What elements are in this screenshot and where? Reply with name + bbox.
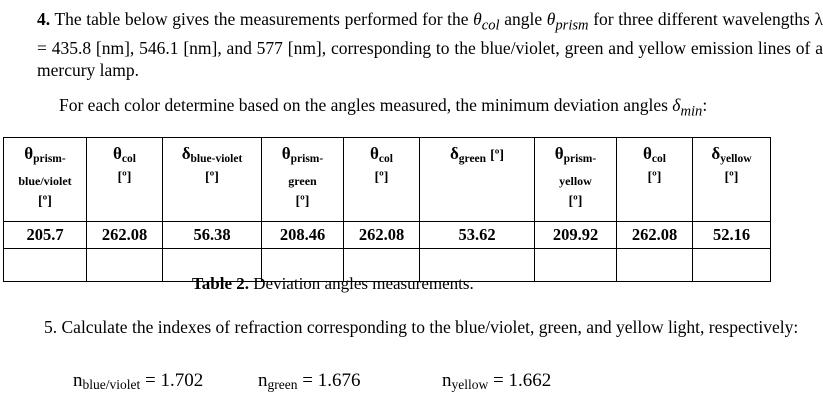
header-cell: $\theta_{prism-}$ yellow [º] bbox=[535, 138, 617, 222]
table-cell: 209.92 bbox=[535, 222, 617, 249]
header-cell: $\theta_{col}$ [º] bbox=[617, 138, 693, 222]
table-header-row bbox=[4, 138, 771, 222]
header-cell: $\theta_{prism-}$ blue/violet [º] bbox=[4, 138, 87, 222]
table-cell: 53.62 bbox=[420, 222, 535, 249]
table-cell: 52.16 bbox=[693, 222, 771, 249]
problem-5-statement: 5. Calculate the indexes of refraction corresponding to the blue/violet, green, and yellow light, respectively: bbox=[44, 317, 799, 337]
header-cell: $\delta_{yellow}$ [º] bbox=[693, 138, 771, 222]
table-caption: Table 2. Deviation angles measurements. bbox=[192, 274, 474, 293]
table-cell: 262.08 bbox=[344, 222, 420, 249]
header-cell: $\theta_{col}$ [º] bbox=[344, 138, 420, 222]
problem-4-instruction: For each color determine based on the angles measured, the minimum deviation angles $\delta_{min}$: bbox=[59, 95, 708, 120]
refraction-index-blue-violet: nblue/violet = 1.702 bbox=[73, 370, 204, 392]
deviation-angles-table bbox=[3, 137, 771, 282]
header-cell: $\delta_{green}$ [º] bbox=[420, 138, 535, 222]
header-cell: $\theta_{col}$ [º] bbox=[87, 138, 163, 222]
problem-4-statement: 4. The table below gives the measurements performed for the $\theta_{col}$ angle $\theta_{prism}$ for three different wavelengths λ = 435.8 [nm], 546.1 [nm], and 577 [nm], corresponding to the blue/violet, green and yellow emission lines of a mercury lamp. bbox=[37, 9, 823, 80]
table-cell: 205.7 bbox=[4, 222, 87, 249]
table-cell: 262.08 bbox=[617, 222, 693, 249]
table-cell: 208.46 bbox=[262, 222, 344, 249]
table-cell: 56.38 bbox=[163, 222, 262, 249]
refraction-index-yellow: nyellow = 1.662 bbox=[442, 370, 552, 392]
header-cell: $\delta_{blue-violet}$ [º] bbox=[163, 138, 262, 222]
refraction-index-green: ngreen = 1.676 bbox=[258, 370, 361, 392]
table-row bbox=[4, 222, 771, 249]
table-cell: 262.08 bbox=[87, 222, 163, 249]
problem-number: 4. bbox=[37, 9, 51, 29]
problem-number: 5. bbox=[44, 317, 58, 337]
header-cell: $\theta_{prism-}$ green [º] bbox=[262, 138, 344, 222]
